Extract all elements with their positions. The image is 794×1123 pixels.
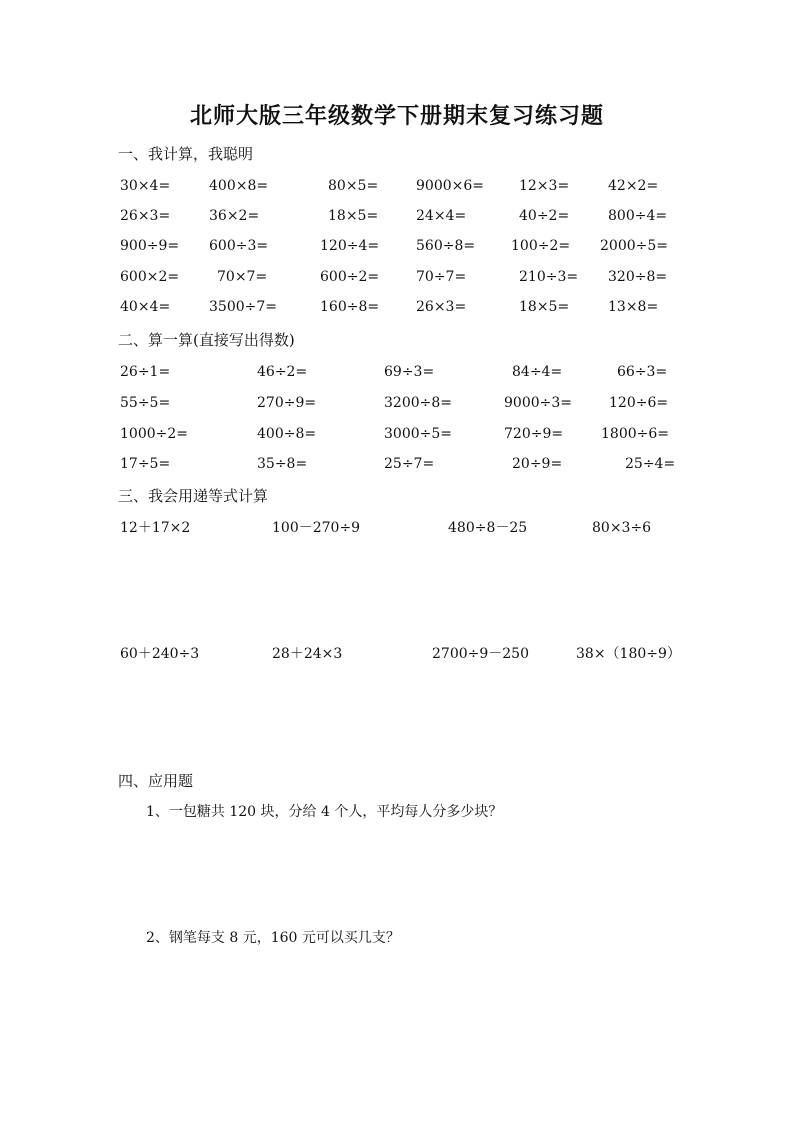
page-title: 北师大版三年级数学下册期末复习练习题 [189,103,604,129]
problem-cell: 70÷7= [416,269,467,285]
section-2-heading: 二、算一算(直接写出得数) [118,331,295,349]
section-4-heading: 四、应用题 [118,772,194,790]
section-1-row [0,204,794,228]
problem-cell: 3200÷8= [384,395,452,411]
problem-cell: 3500÷7= [209,299,277,315]
problem-cell: 1800÷6= [601,426,669,442]
problem-cell: 2000÷5= [600,238,668,254]
problem-cell: 9000÷3= [504,395,572,411]
problem-cell: 80×5= [328,178,379,194]
section-1-row [0,265,794,289]
problem-cell: 55÷5= [120,395,171,411]
problem-cell: 36×2= [209,208,260,224]
problem-cell: 66÷3= [617,364,668,380]
problem-cell: 26×3= [416,299,467,315]
expression: 38×（180÷9） [576,646,681,662]
problem-cell: 120÷4= [320,238,380,254]
problem-cell: 600×2= [120,269,180,285]
problem-cell: 25÷4= [625,456,676,472]
section-1-heading: 一、我计算，我聪明 [118,145,254,163]
problem-cell: 26÷1= [120,364,171,380]
problem-cell: 720÷9= [504,426,564,442]
problem-cell: 560÷8= [416,238,476,254]
section-2-row [0,391,794,415]
section-1-row [0,174,794,198]
problem-cell: 17÷5= [120,456,171,472]
section-1-row [0,295,794,319]
problem-cell: 24×4= [416,208,467,224]
problem-cell: 84÷4= [512,364,563,380]
problem-cell: 800÷4= [608,208,668,224]
problem-cell: 40×4= [120,299,171,315]
problem-cell: 270÷9= [257,395,317,411]
problem-cell: 20÷9= [512,456,563,472]
problem-cell: 100÷2= [511,238,571,254]
problem-cell: 18×5= [519,299,570,315]
problem-cell: 320÷8= [608,269,668,285]
problem-cell: 9000×6= [416,178,484,194]
expression: 12＋17×2 [120,520,191,536]
problem-cell: 35÷8= [257,456,308,472]
problem-cell: 1000÷2= [120,426,188,442]
section-2-row [0,360,794,384]
problem-cell: 12×3= [519,178,570,194]
expression: 60＋240÷3 [120,646,200,662]
problem-cell: 210÷3= [519,269,579,285]
expression: 80×3÷6 [592,520,652,536]
expression: 2700÷9－250 [432,646,529,662]
problem-cell: 3000÷5= [384,426,452,442]
problem-cell: 120÷6= [609,395,669,411]
problem-cell: 900÷9= [120,238,180,254]
problem-cell: 25÷7= [384,456,435,472]
section-2-row [0,452,794,476]
problem-cell: 600÷2= [320,269,380,285]
word-problem: 2、钢笔每支 8 元，160 元可以买几支？ [146,930,400,946]
problem-cell: 400÷8= [257,426,317,442]
section-2-row [0,422,794,446]
problem-cell: 160÷8= [320,299,380,315]
section-3-heading: 三、我会用递等式计算 [118,487,269,505]
problem-cell: 30×4= [120,178,171,194]
problem-cell: 69÷3= [384,364,435,380]
problem-cell: 400×8= [209,178,269,194]
expression: 28＋24×3 [272,646,343,662]
problem-cell: 13×8= [608,299,659,315]
problem-cell: 46÷2= [257,364,308,380]
expression: 480÷8－25 [448,520,528,536]
expression: 100－270÷9 [272,520,361,536]
section-1-row [0,234,794,258]
problem-cell: 18×5= [328,208,379,224]
word-problem: 1、一包糖共 120 块，分给 4 个人，平均每人分多少块？ [146,804,503,820]
problem-cell: 70×7= [217,269,268,285]
problem-cell: 600÷3= [209,238,269,254]
problem-cell: 40÷2= [519,208,570,224]
problem-cell: 26×3= [120,208,171,224]
problem-cell: 42×2= [608,178,659,194]
